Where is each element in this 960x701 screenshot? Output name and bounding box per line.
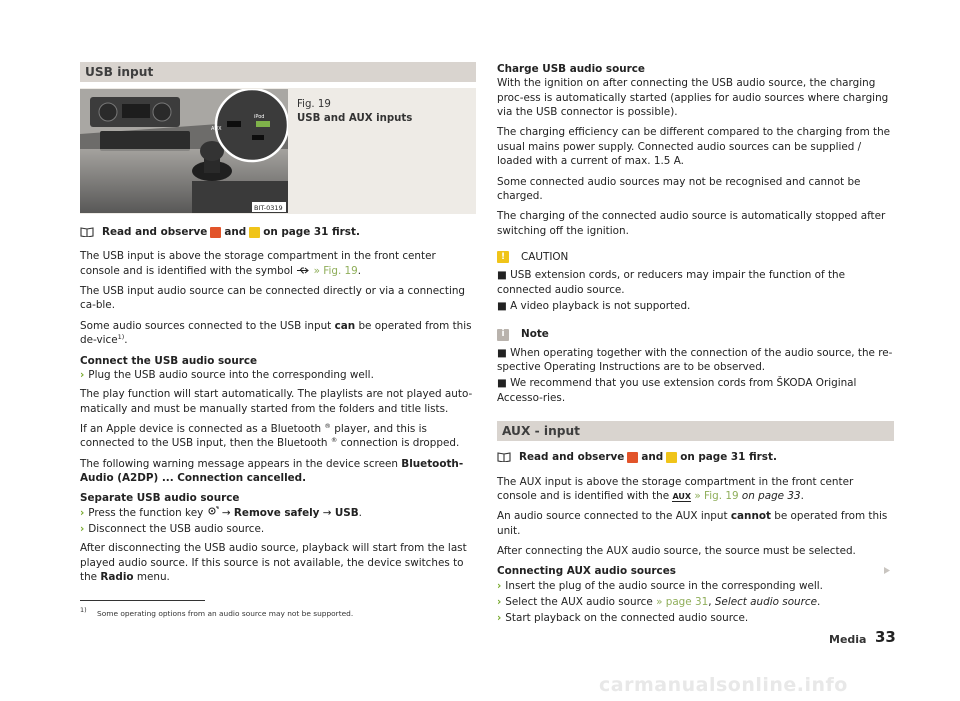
text: After disconnecting the USB audio source, playback will start from the last played audio source. If this source is not available, the device switches to the	[80, 542, 467, 584]
aux-step-1	[497, 579, 894, 593]
figure-caption: USB and AUX inputs	[297, 113, 413, 125]
registered-mark: ®	[330, 436, 338, 445]
text: The USB input is above the storage compartment in the front center console and is identified with the symbol	[80, 250, 436, 277]
footnote-text: Some operating options from an audio source may not be supported.	[97, 609, 354, 618]
aux-read-text-b: and	[641, 451, 664, 464]
arrow: →	[221, 506, 231, 519]
usb-paragraph-2: The USB input audio source can be connected directly or via a connecting ca-ble.	[80, 285, 466, 312]
warning-icon	[627, 452, 638, 463]
usb-paragraph-1	[80, 249, 476, 278]
caution-item-1	[497, 268, 894, 297]
text: be operated from this de-vice	[80, 319, 472, 347]
text: The following warning message appears in the device screen	[80, 457, 398, 470]
aux-read-text-a: Read and observe	[519, 451, 625, 464]
separate-step-2	[80, 522, 476, 536]
step-chevron: ›	[497, 579, 502, 592]
step-chevron: ›	[80, 523, 85, 536]
page-31-link[interactable]: » page 31	[656, 596, 709, 609]
bullet: ■	[497, 346, 507, 359]
text: player, and this is connected to the USB input, then the Bluetooth	[80, 422, 427, 450]
figure-photo	[80, 89, 288, 213]
usb-paragraph-7	[80, 541, 476, 584]
step-chevron: ›	[80, 506, 85, 519]
figure-code: BIT-0319	[254, 204, 283, 212]
section-title-usb: USB input	[80, 62, 476, 82]
text: be operated from this unit.	[497, 510, 888, 537]
watermark: carmanualsonline.info	[599, 674, 848, 696]
footnote-divider	[80, 600, 205, 601]
caution-item-2	[497, 299, 894, 313]
bullet: ■	[497, 269, 507, 282]
footnote	[80, 606, 353, 619]
text: We recommend that you use extension cords from ŠKODA Original Accesso-ries.	[497, 377, 857, 404]
caution-icon: !	[497, 251, 509, 263]
text: When operating together with the connection of the audio source, the re-spective Operating Instructions are to be observed.	[497, 346, 893, 374]
registered-mark: ®	[324, 421, 331, 430]
left-column	[80, 62, 476, 591]
connect-step	[80, 368, 476, 382]
book-icon	[80, 227, 94, 237]
fig-19-link[interactable]: » Fig. 19	[694, 489, 739, 502]
text: .	[800, 489, 804, 502]
aux-paragraph-1	[497, 475, 894, 504]
step-chevron: ›	[80, 368, 85, 381]
text: If an Apple device is connected as a Bluetooth	[80, 422, 322, 435]
caution-header	[497, 250, 894, 264]
note-item-1	[497, 346, 894, 375]
right-column	[497, 62, 894, 628]
figure-label-ipod: iPod	[254, 114, 265, 120]
text: .	[357, 264, 362, 277]
aux-connect-heading: Connecting AUX audio sources	[497, 565, 676, 578]
select-audio-source-ref: Select audio source	[714, 596, 818, 609]
figure-19	[80, 88, 476, 214]
fig-19-link[interactable]: » Fig. 19	[313, 264, 358, 277]
usb-paragraph-6	[80, 457, 476, 486]
charge-paragraph-2: The charging efficiency can be different compared to the charging from the usual mains power supply. Connected audio sources can be supplied / loaded with a current of max. 1.5 A.	[497, 126, 891, 168]
info-icon: i	[497, 329, 509, 341]
caution-icon	[249, 227, 260, 238]
caution-icon	[666, 452, 677, 463]
footnote-number: 1)	[80, 606, 87, 614]
text: The AUX input is above the storage compartment in the front center console and is identified with the	[497, 475, 854, 502]
usb-paragraph-3	[80, 319, 476, 348]
footnote-ref[interactable]: 1)	[117, 333, 125, 342]
aux-paragraph-3: After connecting the AUX audio source, the source must be selected.	[497, 544, 856, 557]
figure-number: Fig. 19	[297, 99, 331, 110]
usb-label: USB	[334, 506, 359, 519]
connect-heading: Connect the USB audio source	[80, 354, 258, 367]
remove-safely-label: Remove safely	[233, 506, 320, 519]
warning-message: Bluetooth-Audio (A2DP) ... Connection cancelled.	[80, 457, 464, 485]
settings-gear-icon	[207, 506, 219, 516]
charge-heading: Charge USB audio source	[497, 63, 645, 75]
usb-symbol-icon	[296, 267, 310, 274]
read-text-b: and	[224, 226, 247, 238]
text: .	[358, 506, 362, 519]
arrow: →	[322, 506, 332, 519]
usb-paragraph-4: The play function will start automatically. The playlists are not played auto-matically and must be manually started from the folders and title lists.	[80, 388, 473, 415]
text: Some audio sources connected to the USB input	[80, 319, 332, 332]
step-chevron: ›	[497, 596, 502, 609]
warning-icon	[210, 227, 221, 238]
book-icon	[497, 452, 511, 462]
figure-caption-block	[288, 88, 412, 214]
text: Start playback on the connected audio source.	[505, 612, 749, 625]
read-text-c: on page 31 first.	[263, 226, 360, 238]
bold-can: can	[334, 319, 356, 332]
aux-read-text-c: on page 31 first.	[680, 451, 777, 464]
charge-paragraph-3: Some connected audio sources may not be recognised and cannot be charged.	[497, 175, 861, 202]
text: ,	[708, 596, 712, 609]
text: menu.	[136, 571, 170, 584]
text: Insert the plug of the audio source in the corresponding well.	[505, 579, 823, 592]
radio-label: Radio	[100, 571, 134, 584]
note-header	[497, 327, 894, 341]
text: An audio source connected to the AUX input	[497, 510, 728, 523]
usb-paragraph-5	[80, 422, 476, 451]
text: Select the AUX audio source	[505, 596, 653, 609]
car-console-illustration	[80, 89, 288, 213]
read-and-observe	[80, 225, 476, 239]
text: .	[124, 334, 128, 347]
text: .	[817, 596, 821, 609]
read-text-a: Read and observe	[102, 226, 208, 238]
bullet: ■	[497, 300, 507, 313]
bullet: ■	[497, 377, 507, 390]
text: Press the function key	[88, 506, 204, 519]
text: Disconnect the USB audio source.	[88, 523, 265, 536]
separate-step-1	[80, 506, 476, 520]
bold-cannot: cannot	[730, 510, 771, 523]
footer-section-name: Media	[829, 633, 867, 646]
note-title: Note	[521, 328, 549, 341]
charge-paragraph-4: The charging of the connected audio source is automatically stopped after switching off the ignition.	[497, 210, 886, 237]
text: Plug the USB audio source into the corresponding well.	[88, 368, 374, 381]
charge-paragraph-1: With the ignition on after connecting the USB audio source, the charging proc-ess is automatically started (applies for audio sources where charging via the USB connector is possible).	[497, 77, 889, 119]
aux-paragraph-2	[497, 509, 894, 538]
continue-triangle-icon	[883, 566, 891, 575]
note-item-2	[497, 376, 894, 405]
page-number: 33	[875, 628, 896, 646]
figure-label-aux: AUX	[211, 126, 222, 132]
page-ref: on page 33	[741, 489, 801, 502]
aux-read-and-observe	[497, 450, 894, 464]
caution-title: CAUTION	[521, 250, 569, 263]
aux-symbol-icon: AUX	[672, 491, 692, 501]
separate-heading: Separate USB audio source	[80, 492, 240, 505]
aux-step-2	[497, 595, 894, 609]
text: A video playback is not supported.	[510, 300, 691, 313]
text: connection is dropped.	[340, 437, 460, 450]
text: USB extension cords, or reducers may impair the function of the connected audio source.	[497, 269, 845, 296]
step-chevron: ›	[497, 612, 502, 625]
section-title-aux: AUX - input	[497, 421, 894, 441]
aux-step-3	[497, 611, 894, 625]
